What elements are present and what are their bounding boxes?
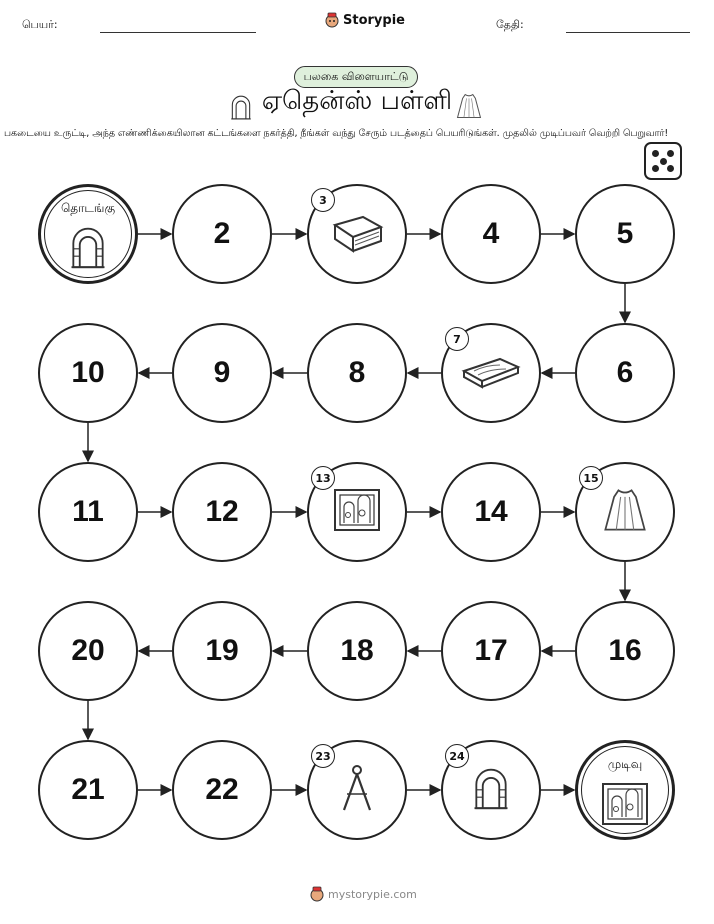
start-space[interactable] xyxy=(38,184,138,284)
space-number: 9 xyxy=(213,356,231,389)
board-space-4[interactable] xyxy=(441,184,541,284)
storypie-mascot-icon xyxy=(310,886,324,902)
start-label: தொடங்கு xyxy=(60,201,116,215)
space-number: 8 xyxy=(348,356,366,389)
board-space-6[interactable] xyxy=(575,323,675,423)
board-space-2[interactable] xyxy=(172,184,272,284)
space-number: 19 xyxy=(205,634,239,667)
name-label: பெயர்: xyxy=(22,18,58,31)
footer xyxy=(310,886,417,902)
board-space-17[interactable] xyxy=(441,601,541,701)
space-number: 16 xyxy=(608,634,642,667)
compass-icon xyxy=(338,762,376,818)
board-space-9[interactable] xyxy=(172,323,272,423)
footer-url: mystorypie.com xyxy=(328,887,417,901)
space-number: 12 xyxy=(205,495,239,528)
space-number: 4 xyxy=(482,217,500,250)
space-number: 11 xyxy=(72,495,104,528)
brand-name: Storypie xyxy=(343,12,405,28)
board-space-10[interactable] xyxy=(38,323,138,423)
board-space-12[interactable] xyxy=(172,462,272,562)
board-space-16[interactable] xyxy=(575,601,675,701)
board-space-20[interactable] xyxy=(38,601,138,701)
book-icon xyxy=(329,211,385,257)
space-number: 18 xyxy=(340,634,374,667)
board-game-badge: பலகை விளையாட்டு xyxy=(294,66,418,88)
date-label: தேதி: xyxy=(496,18,524,31)
space-number-badge: 3 xyxy=(311,188,335,212)
page-title: ஏதென்ஸ் பள்ளி xyxy=(261,86,453,116)
tablet-icon xyxy=(460,351,522,395)
finish-space[interactable] xyxy=(575,740,675,840)
space-number: 20 xyxy=(71,634,105,667)
arch-icon xyxy=(472,766,510,814)
space-number-badge: 13 xyxy=(311,466,335,490)
board-space-5[interactable] xyxy=(575,184,675,284)
space-number-badge: 7 xyxy=(445,327,469,351)
board-space-22[interactable] xyxy=(172,740,272,840)
board-space-8[interactable] xyxy=(307,323,407,423)
space-number: 5 xyxy=(616,217,634,250)
cloak-icon xyxy=(603,486,647,538)
space-number-badge: 23 xyxy=(311,744,335,768)
space-number: 10 xyxy=(71,356,105,389)
board-space-11[interactable] xyxy=(38,462,138,562)
fresco-icon xyxy=(332,487,382,537)
space-number-badge: 24 xyxy=(445,744,469,768)
space-number-badge: 15 xyxy=(579,466,603,490)
fresco-icon xyxy=(600,781,650,831)
board-space-21[interactable] xyxy=(38,740,138,840)
space-number: 2 xyxy=(213,217,231,250)
instructions-text: பகடையை உருட்டி, அந்த எண்ணிக்கையிலான கட்டங்களை நகர்த்தி, நீங்கள் வந்து சேரும் படத்தைப் பெயரிடுங்கள். முதலில் முடிப்பவர் வெற்றி பெறுவார்! xyxy=(4,128,669,139)
board-space-18[interactable] xyxy=(307,601,407,701)
space-number: 14 xyxy=(474,495,508,528)
space-number: 22 xyxy=(205,773,239,806)
finish-label: முடிவு xyxy=(607,757,643,771)
space-number: 21 xyxy=(71,773,105,806)
board-space-14[interactable] xyxy=(441,462,541,562)
space-number: 17 xyxy=(474,634,508,667)
space-number: 6 xyxy=(616,356,634,389)
arch-icon xyxy=(69,225,107,273)
board-space-19[interactable] xyxy=(172,601,272,701)
